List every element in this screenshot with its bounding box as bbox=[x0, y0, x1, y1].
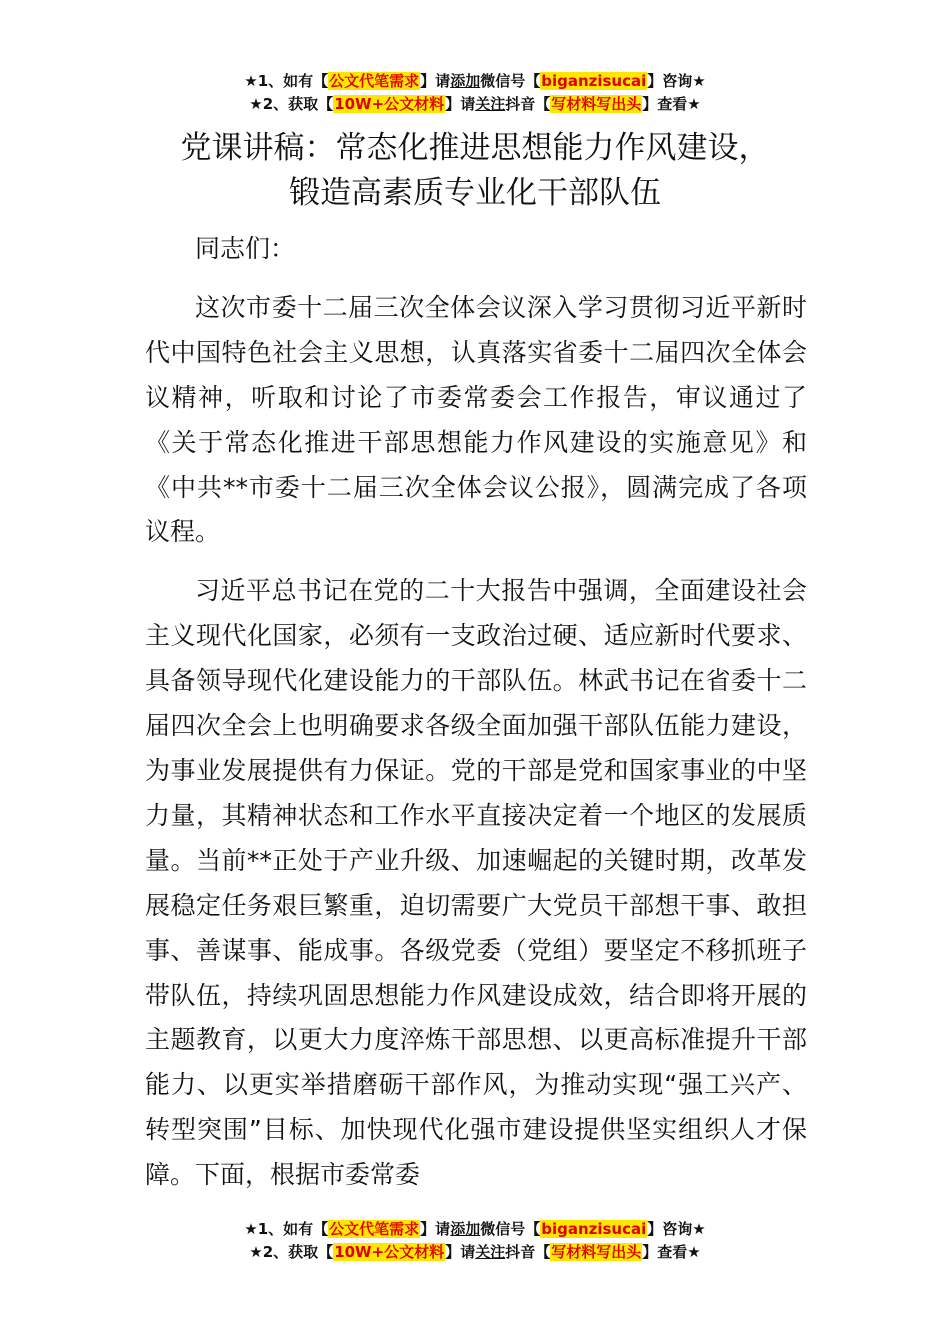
banner-text: 】查看★ bbox=[642, 95, 701, 113]
banner-text: ★1、如有【 bbox=[244, 72, 329, 90]
banner-text: 抖音【 bbox=[505, 95, 551, 113]
banner-text: 】咨询★ bbox=[647, 1220, 706, 1238]
banner-text: ★2、获取【 bbox=[249, 95, 334, 113]
banner-text: 】请 bbox=[445, 1243, 476, 1261]
highlight-wechat-id: biganzisucai bbox=[541, 1220, 647, 1238]
underlined-add: 添加 bbox=[450, 1220, 481, 1238]
header-banner-line-2 bbox=[0, 93, 950, 116]
document-title bbox=[0, 126, 950, 216]
banner-text: 】咨询★ bbox=[647, 72, 706, 90]
footer-banner bbox=[0, 1218, 950, 1264]
header-banner bbox=[0, 70, 950, 116]
banner-text: 微信号【 bbox=[480, 1220, 541, 1238]
document-body bbox=[145, 227, 807, 1198]
highlight-ghostwriting: 公文代笔需求 bbox=[329, 1220, 420, 1238]
highlight-materials: 10W+公文材料 bbox=[334, 95, 445, 113]
banner-text: 】请 bbox=[445, 95, 476, 113]
highlight-materials: 10W+公文材料 bbox=[334, 1243, 445, 1261]
banner-text: 】查看★ bbox=[642, 1243, 701, 1261]
highlight-douyin-account: 写材料写出头 bbox=[551, 95, 642, 113]
banner-text: 】请 bbox=[420, 72, 451, 90]
title-line-1: 党课讲稿：常态化推进思想能力作风建设， bbox=[180, 130, 770, 166]
footer-banner-line-1 bbox=[0, 1218, 950, 1241]
banner-text: 微信号【 bbox=[480, 72, 541, 90]
underlined-add: 添加 bbox=[450, 72, 481, 90]
highlight-douyin-account: 写材料写出头 bbox=[551, 1243, 642, 1261]
footer-banner-line-2 bbox=[0, 1241, 950, 1264]
highlight-wechat-id: biganzisucai bbox=[541, 72, 647, 90]
underlined-follow: 关注 bbox=[475, 1243, 506, 1261]
banner-text: 】请 bbox=[420, 1220, 451, 1238]
highlight-ghostwriting: 公文代笔需求 bbox=[329, 72, 420, 90]
title-line-2: 锻造高素质专业化干部队伍 bbox=[289, 175, 661, 211]
banner-text: 抖音【 bbox=[505, 1243, 551, 1261]
banner-text: ★1、如有【 bbox=[244, 1220, 329, 1238]
salutation: 同志们： bbox=[195, 234, 296, 263]
body-paragraph-2: 习近平总书记在党的二十大报告中强调，全面建设社会主义现代化国家，必须有一支政治过硬、适应新时代要求、具备领导现代化建设能力的干部队伍。林武书记在省委十二届四次全会上也明确要求各级全面加强干部队伍能力建设，为事业发展提供有力保证。党的干部是党和国家事业的中坚力量，其精神状态和工作水平直接决定着一个地区的发展质量。当前**正处于产业升级、加速崛起的关键时期，改革发展稳定任务艰巨繁重，迫切需要广大党员干部想干事、敢担事、善谋事、能成事。各级党委（党组）要坚定不移抓班子带队伍，持续巩固思想能力作风建设成效，结合即将开展的主题教育，以更大力度淬炼干部思想、以更高标准提升干部能力、以更实举措磨砺干部作风，为推动实现“强工兴产、转型突围”目标、加快现代化强市建设提供坚实组织人才保障。下面，根据市委常委 bbox=[145, 576, 807, 1190]
banner-text: ★2、获取【 bbox=[249, 1243, 334, 1261]
header-banner-line-1 bbox=[0, 70, 950, 93]
body-paragraph-1: 这次市委十二届三次全体会议深入学习贯彻习近平新时代中国特色社会主义思想，认真落实省委十二届四次全体会议精神，听取和讨论了市委常委会工作报告，审议通过了《关于常态化推进干部思想能力作风建设的实施意见》和《中共**市委十二届三次全体会议公报》，圆满完成了各项议程。 bbox=[145, 292, 807, 547]
underlined-follow: 关注 bbox=[475, 95, 506, 113]
